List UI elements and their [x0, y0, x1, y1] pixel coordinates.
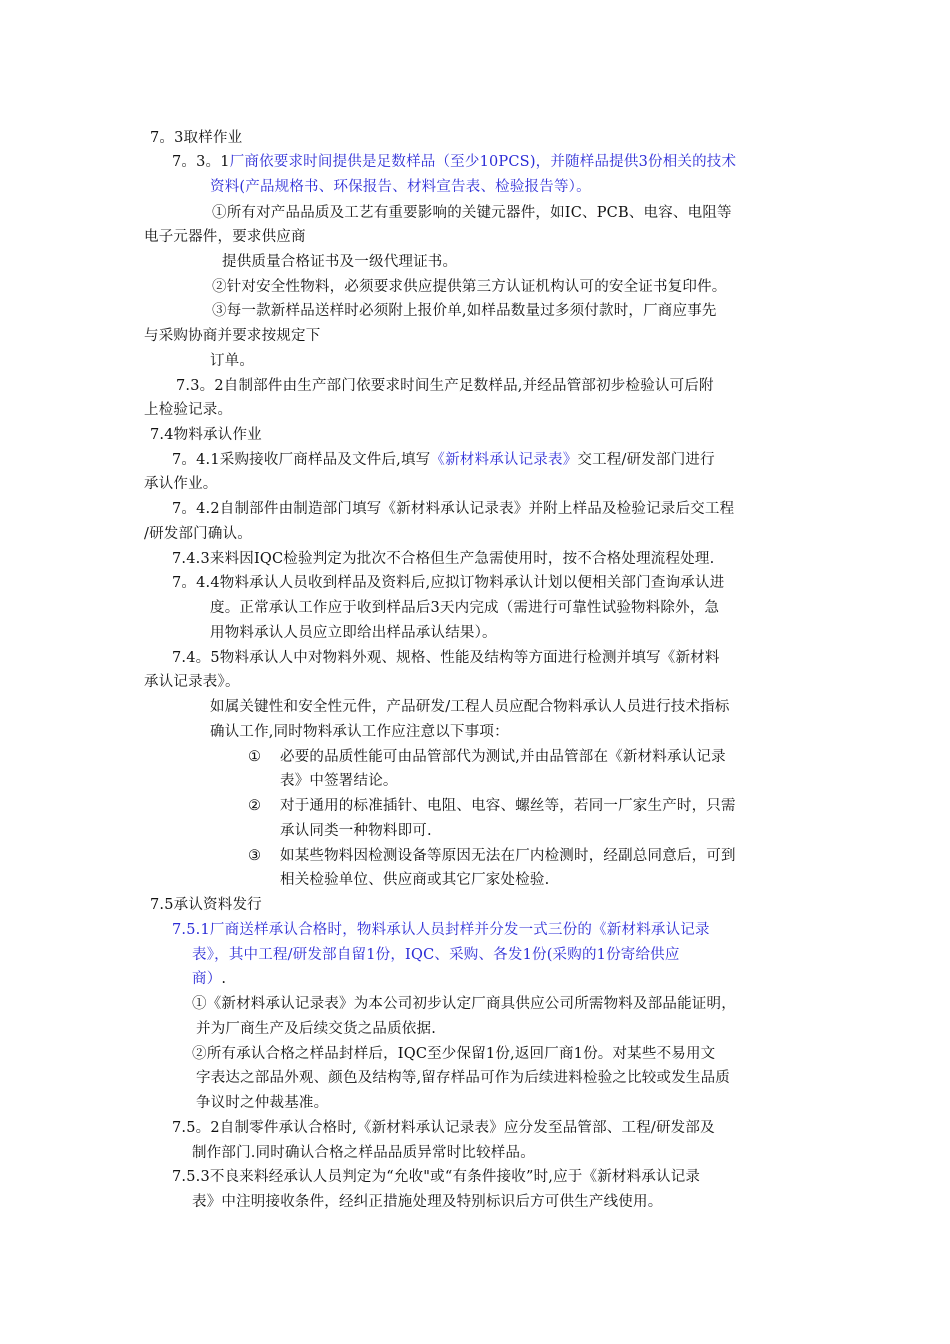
highlighted-text: 资料(产品规格书、环保报告、材料宣告表、检验报告等）。 [210, 179, 591, 195]
paragraph-line [172, 450, 715, 470]
paragraph-line: ①所有对产品品质及工艺有重要影响的关键元器件，如IC、PCB、电容、电阻等 [212, 205, 732, 221]
paragraph-line [192, 969, 226, 989]
paragraph-line: 7。4.2自制部件由制造部门填写《新材料承认记录表》并附上样品及检验记录后交工程 [172, 501, 735, 517]
list-item-text: 承认同类一种物料即可. [280, 823, 432, 839]
paragraph-line: ②所有承认合格之样品封样后，IQC至少保留1份,返回厂商1份。对某些不易用文 [192, 1046, 716, 1062]
paragraph-line: ①《新材料承认记录表》为本公司初步认定厂商具供应公司所需物料及部品能证明， [192, 996, 736, 1012]
paragraph-line: 7.5。2自制零件承认合格时,《新材料承认记录表》应分发至品管部、工程/研发部及 [172, 1120, 715, 1136]
paragraph-line [172, 920, 710, 940]
list-marker: ② [248, 798, 262, 814]
paragraph-line: 承认记录表》。 [144, 674, 240, 690]
form-name-link: 《新材料承认记录表》 [430, 452, 578, 468]
paragraph-line: 字表达之部品外观、颜色及结构等,留存样品可作为后续进料检验之比较或发生品质 [196, 1070, 731, 1086]
paragraph-line: 提供质量合格证书及一级代理证书。 [222, 254, 458, 270]
paragraph-line: /研发部门确认。 [144, 526, 252, 542]
paragraph-line: ③每一款新样品送样时必须附上报价单,如样品数量过多须付款时，厂商应事先 [212, 303, 717, 319]
paragraph-line: 争议时之仲裁基准。 [196, 1095, 329, 1111]
highlighted-text: 5.1厂商送样承认合格时，物料承认人员封样并分发一式三份的《新材料承认记录 [186, 922, 710, 938]
paragraph-line: 7.4.3来料因IQC检验判定为批次不合格但生产急需使用时，按不合格处理流程处理. [172, 551, 715, 567]
paragraph-line: 度。正常承认工作应于收到样品后3天内完成（需进行可靠性试验物料除外，急 [210, 600, 720, 616]
paragraph-line: 上检验记录。 [144, 402, 233, 418]
list-item-text: 相关检验单位、供应商或其它厂家处检验. [280, 872, 550, 888]
paragraph-line: ②针对安全性物料，必须要求供应提供第三方认证机构认可的安全证书复印件。 [212, 279, 727, 295]
paragraph-line: 如属关键性和安全性元件，产品研发/工程人员应配合物料承认人员进行技术指标 [210, 699, 730, 715]
list-item-text: 必要的品质性能可由品管部代为测试,并由品管部在《新材料承认记录 [280, 749, 726, 765]
clause-number: 7. [172, 922, 187, 938]
paragraph-line: 7。4.4物料承认人员收到样品及资料后,应拟订物料承认计划以便相关部门查询承认进 [172, 575, 725, 591]
list-item-text: 表》中签署结论。 [280, 773, 398, 789]
paragraph-line: 7.5.3不良来料经承认人员判定为“允收"或“有条件接收”时,应于《新材料承认记录 [172, 1169, 701, 1185]
paragraph-line: 制作部门.同时确认合格之样品品质异常时比较样品。 [192, 1145, 535, 1161]
paragraph-line: 与采购协商并要求按规定下 [144, 328, 321, 344]
list-marker: ③ [248, 848, 262, 864]
paragraph-line: 用物料承认人员应立即给出样品承认结果）。 [210, 625, 497, 641]
section-heading: 7。3取样作业 [150, 130, 243, 146]
paragraph-line: 表》中注明接收条件，经纠正措施处理及特别标识后方可供生产线使用。 [192, 1194, 663, 1210]
section-heading: 7.4物料承认作业 [150, 427, 262, 443]
highlighted-text: 厂商依要求时间提供是足数样品（至少10PCS)，并随样品提供3份相关的技术 [229, 154, 737, 170]
clause-number: 7。3。1 [172, 154, 230, 170]
list-item-text: 如某些物料因检测设备等原因无法在厂内检测时，经副总同意后，可到 [280, 848, 736, 864]
paragraph-line: 确认工作,同时物料承认工作应注意以下事项： [210, 724, 509, 740]
clause-text: . [221, 971, 227, 987]
clause-text: 7。4.1采购接收厂商样品及文件后,填写 [172, 452, 431, 468]
list-item-text: 对于通用的标准插针、电阻、电容、螺丝等，若同一厂家生产时，只需 [280, 798, 736, 814]
paragraph-line [172, 152, 736, 172]
highlighted-text: 商） [192, 971, 222, 987]
section-heading: 7.5承认资料发行 [150, 897, 262, 913]
highlighted-text: 表》，其中工程/研发部自留1份，IQC、采购、各发1份(采购的1份寄给供应 [192, 947, 680, 963]
paragraph-line: 订单。 [210, 353, 255, 369]
paragraph-line: 7.4。5物料承认人中对物料外观、规格、性能及结构等方面进行检测并填写《新材料 [172, 650, 720, 666]
paragraph-line: 并为厂商生产及后续交货之品质依据. [196, 1021, 437, 1037]
clause-text: 交工程/研发部门进行 [577, 452, 715, 468]
paragraph-line: 电子元器件，要求供应商 [144, 229, 306, 245]
list-marker: ① [248, 749, 262, 765]
paragraph-line: 承认作业。 [144, 476, 218, 492]
paragraph-line: 7.3。2自制部件由生产部门依要求时间生产足数样品,并经品管部初步检验认可后附 [176, 378, 714, 394]
